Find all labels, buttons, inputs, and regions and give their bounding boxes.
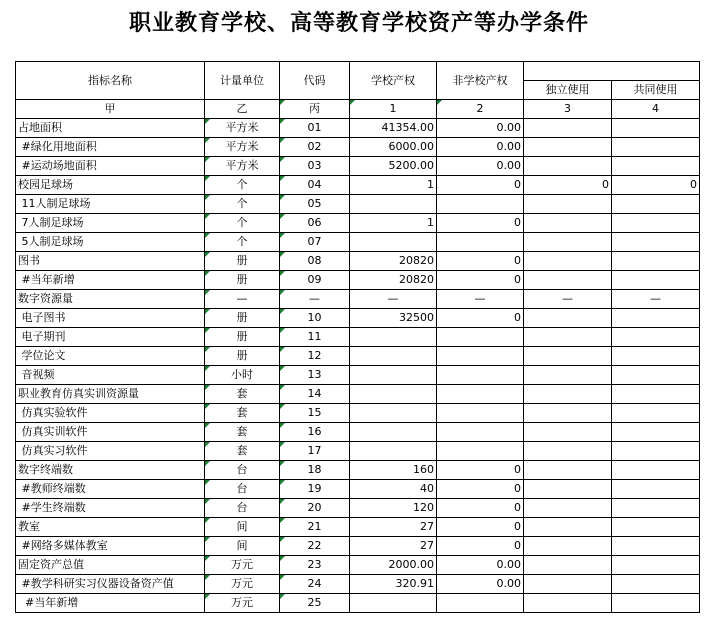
table-row [16, 480, 700, 499]
indicator-name: 仿真实验软件 [16, 404, 205, 423]
header-code: 代码 [280, 62, 350, 100]
indicator-name: 职业教育仿真实训资源量 [16, 385, 205, 404]
school-owned-cell: 6000.00 [350, 138, 437, 157]
indicator-name: #网络多媒体教室 [16, 537, 205, 556]
independent-use-cell [524, 556, 612, 575]
header-blank [524, 62, 700, 81]
unit-cell: 册 [205, 309, 280, 328]
nonschool-owned-cell: 0 [437, 518, 524, 537]
shared-use-cell [612, 119, 700, 138]
indicator-name: 电子图书 [16, 309, 205, 328]
independent-use-cell [524, 518, 612, 537]
code-cell: 20 [280, 499, 350, 518]
independent-use-cell: — [524, 290, 612, 309]
code-cell: 07 [280, 233, 350, 252]
table-row [16, 214, 700, 233]
shared-use-cell [612, 461, 700, 480]
independent-use-cell [524, 385, 612, 404]
unit-cell: 套 [205, 423, 280, 442]
shared-use-cell [612, 442, 700, 461]
school-owned-cell: 20820 [350, 271, 437, 290]
nonschool-owned-cell: 0 [437, 309, 524, 328]
shared-use-cell [612, 556, 700, 575]
table-row [16, 404, 700, 423]
code-cell: 08 [280, 252, 350, 271]
indicator-name: 教室 [16, 518, 205, 537]
index-row [16, 100, 700, 119]
table-row [16, 366, 700, 385]
table-row [16, 347, 700, 366]
code-cell: 24 [280, 575, 350, 594]
indicator-name: 学位论文 [16, 347, 205, 366]
nonschool-owned-cell [437, 594, 524, 613]
table-row [16, 385, 700, 404]
indicator-name: #运动场地面积 [16, 157, 205, 176]
indicator-name: 校园足球场 [16, 176, 205, 195]
independent-use-cell [524, 214, 612, 233]
code-cell: 12 [280, 347, 350, 366]
school-owned-cell [350, 594, 437, 613]
header-unit: 计量单位 [205, 62, 280, 100]
independent-use-cell [524, 537, 612, 556]
table-row [16, 252, 700, 271]
unit-cell: 个 [205, 214, 280, 233]
school-owned-cell [350, 233, 437, 252]
indicator-name: 固定资产总值 [16, 556, 205, 575]
table-row [16, 119, 700, 138]
unit-cell: — [205, 290, 280, 309]
shared-use-cell [612, 518, 700, 537]
nonschool-owned-cell: 0 [437, 461, 524, 480]
school-owned-cell: 41354.00 [350, 119, 437, 138]
index-cell: 乙 [205, 100, 280, 119]
independent-use-cell [524, 328, 612, 347]
shared-use-cell [612, 347, 700, 366]
independent-use-cell [524, 233, 612, 252]
nonschool-owned-cell: 0.00 [437, 138, 524, 157]
school-owned-cell: 27 [350, 537, 437, 556]
nonschool-owned-cell: — [437, 290, 524, 309]
indicator-name: #教学科研实习仪器设备资产值 [16, 575, 205, 594]
code-cell: 15 [280, 404, 350, 423]
nonschool-owned-cell [437, 385, 524, 404]
code-cell: 06 [280, 214, 350, 233]
index-cell: 1 [350, 100, 437, 119]
school-owned-cell [350, 385, 437, 404]
school-owned-cell [350, 404, 437, 423]
shared-use-cell [612, 157, 700, 176]
independent-use-cell [524, 423, 612, 442]
nonschool-owned-cell [437, 442, 524, 461]
shared-use-cell [612, 366, 700, 385]
independent-use-cell [524, 499, 612, 518]
code-cell: 04 [280, 176, 350, 195]
indicator-name: #教师终端数 [16, 480, 205, 499]
school-owned-cell: 320.91 [350, 575, 437, 594]
unit-cell: 套 [205, 442, 280, 461]
nonschool-owned-cell [437, 195, 524, 214]
table-row [16, 271, 700, 290]
unit-cell: 平方米 [205, 119, 280, 138]
independent-use-cell [524, 347, 612, 366]
school-owned-cell: 120 [350, 499, 437, 518]
table-row [16, 594, 700, 613]
header-nonschool-owned: 非学校产权 [437, 62, 524, 100]
unit-cell: 册 [205, 252, 280, 271]
shared-use-cell [612, 423, 700, 442]
nonschool-owned-cell: 0 [437, 537, 524, 556]
shared-use-cell [612, 537, 700, 556]
nonschool-owned-cell [437, 366, 524, 385]
indicator-name: #绿化用地面积 [16, 138, 205, 157]
unit-cell: 台 [205, 480, 280, 499]
nonschool-owned-cell: 0.00 [437, 119, 524, 138]
index-cell: 3 [524, 100, 612, 119]
table-row [16, 537, 700, 556]
school-owned-cell: 1 [350, 176, 437, 195]
nonschool-owned-cell: 0 [437, 499, 524, 518]
code-cell: 03 [280, 157, 350, 176]
code-cell: 17 [280, 442, 350, 461]
unit-cell: 套 [205, 385, 280, 404]
shared-use-cell [612, 404, 700, 423]
shared-use-cell [612, 233, 700, 252]
code-cell: 16 [280, 423, 350, 442]
indicator-name: 7人制足球场 [16, 214, 205, 233]
code-cell: 18 [280, 461, 350, 480]
shared-use-cell [612, 195, 700, 214]
code-cell: 11 [280, 328, 350, 347]
independent-use-cell [524, 252, 612, 271]
shared-use-cell [612, 385, 700, 404]
shared-use-cell: 0 [612, 176, 700, 195]
independent-use-cell: 0 [524, 176, 612, 195]
independent-use-cell [524, 157, 612, 176]
page-title: 职业教育学校、高等教育学校资产等办学条件 [128, 10, 589, 36]
code-cell: — [280, 290, 350, 309]
unit-cell: 平方米 [205, 157, 280, 176]
nonschool-owned-cell: 0 [437, 214, 524, 233]
school-owned-cell [350, 195, 437, 214]
nonschool-owned-cell: 0.00 [437, 575, 524, 594]
nonschool-owned-cell [437, 328, 524, 347]
independent-use-cell [524, 309, 612, 328]
unit-cell: 个 [205, 195, 280, 214]
header-school-owned: 学校产权 [350, 62, 437, 100]
table-row [16, 309, 700, 328]
unit-cell: 平方米 [205, 138, 280, 157]
independent-use-cell [524, 594, 612, 613]
code-cell: 25 [280, 594, 350, 613]
code-cell: 09 [280, 271, 350, 290]
shared-use-cell [612, 575, 700, 594]
school-owned-cell: — [350, 290, 437, 309]
header-name: 指标名称 [16, 62, 205, 100]
unit-cell: 万元 [205, 594, 280, 613]
independent-use-cell [524, 480, 612, 499]
shared-use-cell [612, 309, 700, 328]
header-independent-use: 独立使用 [524, 81, 612, 100]
table-row [16, 328, 700, 347]
index-cell: 丙 [280, 100, 350, 119]
shared-use-cell [612, 271, 700, 290]
independent-use-cell [524, 271, 612, 290]
shared-use-cell [612, 480, 700, 499]
indicator-name: 5人制足球场 [16, 233, 205, 252]
code-cell: 19 [280, 480, 350, 499]
assets-table [15, 61, 700, 613]
unit-cell: 套 [205, 404, 280, 423]
index-cell: 甲 [16, 100, 205, 119]
table-row [16, 442, 700, 461]
indicator-name: 音视频 [16, 366, 205, 385]
school-owned-cell: 32500 [350, 309, 437, 328]
nonschool-owned-cell: 0 [437, 271, 524, 290]
unit-cell: 万元 [205, 556, 280, 575]
code-cell: 14 [280, 385, 350, 404]
table-row [16, 556, 700, 575]
school-owned-cell [350, 328, 437, 347]
nonschool-owned-cell: 0 [437, 176, 524, 195]
school-owned-cell: 5200.00 [350, 157, 437, 176]
table-row [16, 499, 700, 518]
shared-use-cell [612, 138, 700, 157]
code-cell: 01 [280, 119, 350, 138]
table-row [16, 290, 700, 309]
code-cell: 02 [280, 138, 350, 157]
independent-use-cell [524, 366, 612, 385]
indicator-name: #当年新增 [16, 594, 205, 613]
code-cell: 05 [280, 195, 350, 214]
nonschool-owned-cell [437, 233, 524, 252]
code-cell: 22 [280, 537, 350, 556]
nonschool-owned-cell [437, 347, 524, 366]
school-owned-cell [350, 442, 437, 461]
independent-use-cell [524, 461, 612, 480]
indicator-name: 仿真实习软件 [16, 442, 205, 461]
school-owned-cell [350, 423, 437, 442]
code-cell: 21 [280, 518, 350, 537]
table-row [16, 575, 700, 594]
indicator-name: 电子期刊 [16, 328, 205, 347]
indicator-name: 数字资源量 [16, 290, 205, 309]
shared-use-cell [612, 328, 700, 347]
code-cell: 23 [280, 556, 350, 575]
unit-cell: 万元 [205, 575, 280, 594]
nonschool-owned-cell [437, 404, 524, 423]
school-owned-cell: 1 [350, 214, 437, 233]
indicator-name: 占地面积 [16, 119, 205, 138]
school-owned-cell: 27 [350, 518, 437, 537]
independent-use-cell [524, 119, 612, 138]
table-row [16, 423, 700, 442]
index-cell: 2 [437, 100, 524, 119]
school-owned-cell: 20820 [350, 252, 437, 271]
unit-cell: 小时 [205, 366, 280, 385]
unit-cell: 间 [205, 537, 280, 556]
table-row [16, 176, 700, 195]
table-row [16, 518, 700, 537]
nonschool-owned-cell: 0 [437, 480, 524, 499]
school-owned-cell [350, 366, 437, 385]
table-row [16, 195, 700, 214]
shared-use-cell: — [612, 290, 700, 309]
shared-use-cell [612, 594, 700, 613]
independent-use-cell [524, 404, 612, 423]
code-cell: 13 [280, 366, 350, 385]
nonschool-owned-cell: 0.00 [437, 157, 524, 176]
school-owned-cell: 2000.00 [350, 556, 437, 575]
header-shared-use: 共同使用 [612, 81, 700, 100]
unit-cell: 个 [205, 233, 280, 252]
unit-cell: 台 [205, 499, 280, 518]
shared-use-cell [612, 252, 700, 271]
indicator-name: 11人制足球场 [16, 195, 205, 214]
school-owned-cell: 40 [350, 480, 437, 499]
unit-cell: 个 [205, 176, 280, 195]
shared-use-cell [612, 499, 700, 518]
indicator-name: 仿真实训软件 [16, 423, 205, 442]
shared-use-cell [612, 214, 700, 233]
unit-cell: 间 [205, 518, 280, 537]
table-row [16, 157, 700, 176]
unit-cell: 册 [205, 271, 280, 290]
nonschool-owned-cell [437, 423, 524, 442]
school-owned-cell: 160 [350, 461, 437, 480]
indicator-name: #学生终端数 [16, 499, 205, 518]
index-cell: 4 [612, 100, 700, 119]
nonschool-owned-cell: 0 [437, 252, 524, 271]
indicator-name: 图书 [16, 252, 205, 271]
code-cell: 10 [280, 309, 350, 328]
table-row [16, 138, 700, 157]
independent-use-cell [524, 575, 612, 594]
independent-use-cell [524, 442, 612, 461]
independent-use-cell [524, 138, 612, 157]
table-row [16, 233, 700, 252]
header-row-1 [16, 62, 700, 81]
indicator-name: #当年新增 [16, 271, 205, 290]
unit-cell: 册 [205, 347, 280, 366]
indicator-name: 数字终端数 [16, 461, 205, 480]
nonschool-owned-cell: 0.00 [437, 556, 524, 575]
unit-cell: 台 [205, 461, 280, 480]
school-owned-cell [350, 347, 437, 366]
table-row [16, 461, 700, 480]
independent-use-cell [524, 195, 612, 214]
unit-cell: 册 [205, 328, 280, 347]
